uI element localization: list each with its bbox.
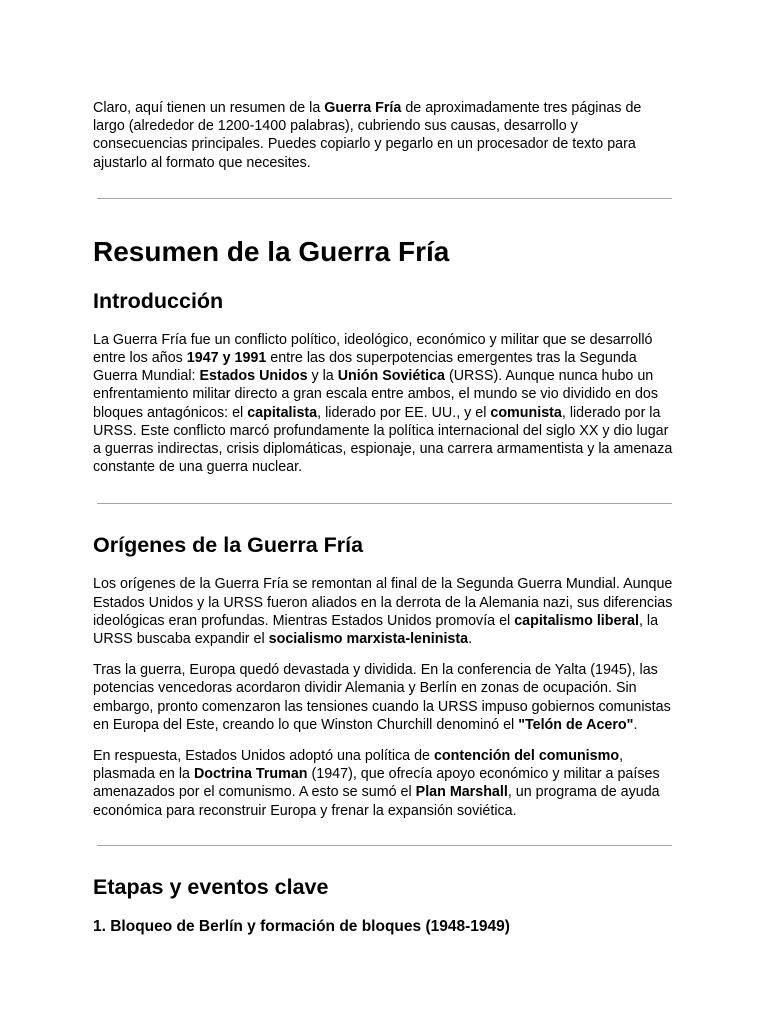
text-run: , un programa de ayuda económica para reconstruir Europa y frenar la expansión soviética. [93, 784, 660, 819]
bold-term: comunista [490, 404, 562, 421]
document-content [93, 99, 675, 937]
origenes-paragraph-2 [93, 661, 675, 734]
text-run: En respuesta, Estados Unidos adoptó una política de [93, 748, 434, 765]
section-heading-introduccion: Introducción [93, 288, 224, 313]
subsection-heading-bloqueo-berlin: 1. Bloqueo de Berlín y formación de bloques (1948-1949) [93, 917, 510, 935]
intro-note-paragraph [93, 99, 675, 172]
bold-term: socialismo marxista-leninista [268, 631, 469, 648]
text-run: . [633, 716, 638, 733]
text-run: de aproximadamente tres páginas de largo (alrededor de 1200-1400 palabras), cubriendo sus causas, desarrollo y consecuencias principales. Puedes copiarlo y pegarlo en un procesador de texto para ajustarlo al formato que necesites. [93, 100, 642, 171]
divider [97, 845, 672, 846]
bold-term: 1947 y 1991 [186, 350, 267, 367]
bold-term: capitalismo liberal [514, 612, 639, 629]
introduccion-paragraph [93, 331, 675, 477]
text-run: Claro, aquí tienen un resumen de la [93, 100, 325, 116]
bold-term: capitalista [247, 404, 318, 421]
origenes-paragraph-3 [93, 747, 675, 820]
text-run: Los orígenes de la Guerra Fría se remontan al final de la Segunda Guerra Mundial. Aunque Estados Unidos y la URSS fueron aliados en la derrota de la Alemania nazi, sus diferencias ideológicas eran profundas. Mientras Estados Unidos promovía el [93, 576, 673, 629]
divider [97, 198, 672, 199]
section-heading-origenes: Orígenes de la Guerra Fría [93, 533, 364, 558]
text-run: . [468, 631, 473, 648]
text-run: , la URSS buscaba expandir el [93, 612, 659, 648]
text-run: y la [307, 368, 338, 385]
text-run: entre las dos superpotencias emergentes tras la Segunda Guerra Mundial: [93, 350, 637, 385]
bold-term: Guerra Fría [324, 100, 402, 116]
text-run: La Guerra Fría fue un conflicto político, ideológico, económico y militar que se desarrolló entre los años [93, 331, 653, 367]
text-run: , plasmada en la [93, 748, 624, 783]
text-run: (URSS). Aunque nunca hubo un enfrentamiento militar directo a gran escala entre ambos, el mundo se vio dividido en dos bloques antagónicos: el [93, 368, 659, 421]
text-run: , liderado por la URSS. Este conflicto marcó profundamente la política internacional del siglo XX y dio lugar a guerras indirectas, crisis diplomáticas, espionaje, una carrera armamentista y la amenaza constante de una guerra nuclear. [93, 404, 673, 476]
document-title: Resumen de la Guerra Fría [93, 235, 450, 267]
text-run: , liderado por EE. UU., y el [317, 404, 491, 421]
origenes-paragraph-1 [93, 575, 675, 648]
bold-term: Estados Unidos [199, 368, 308, 385]
bold-term: Plan Marshall [415, 784, 508, 801]
text-run: Tras la guerra, Europa quedó devastada y dividida. En la conferencia de Yalta (1945), las potencias vencedoras acordaron dividir Alemania y Berlín en zonas de ocupación. Sin embargo, pronto comenzaron las tensiones cuando la URSS impuso gobiernos comunistas en Europa del Este, creando lo que Winston Churchill denominó el [93, 662, 671, 733]
bold-term: Unión Soviética [337, 368, 445, 385]
bold-term: contención del comunismo [433, 748, 620, 765]
text-run: (1947), que ofrecía apoyo económico y militar a países amenazados por el comunismo. A esto se sumó el [93, 766, 660, 801]
bold-term: Doctrina Truman [193, 766, 308, 783]
divider [97, 503, 672, 504]
section-heading-etapas: Etapas y eventos clave [93, 874, 329, 899]
bold-term: "Telón de Acero" [518, 716, 634, 733]
